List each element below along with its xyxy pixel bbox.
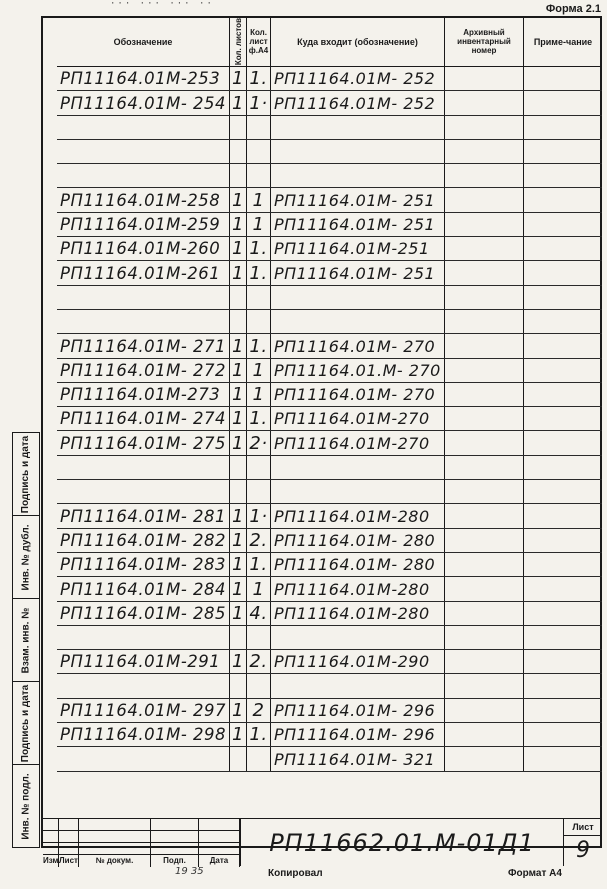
table-row	[57, 577, 602, 601]
designation-cell	[57, 747, 230, 770]
archive-cell	[445, 359, 524, 382]
note-cell	[524, 334, 602, 357]
archive-cell	[445, 140, 524, 163]
label-change: Изм	[43, 856, 59, 865]
designation-cell: РП11164.01М- 297	[57, 699, 230, 722]
where-used-cell	[271, 286, 445, 309]
designation-cell	[57, 626, 230, 649]
archive-cell	[445, 334, 524, 357]
note-cell	[524, 261, 602, 284]
a4-count-cell: 1·	[247, 91, 271, 114]
sheet-count-cell: 1	[230, 334, 247, 357]
side-cell	[13, 599, 39, 682]
a4-count-cell: 1.	[247, 261, 271, 284]
header-where-used: Куда входит (обозначение)	[271, 17, 445, 66]
where-used-cell	[271, 164, 445, 187]
a4-count-cell	[247, 480, 271, 503]
note-cell	[524, 602, 602, 625]
a4-count-cell	[247, 626, 271, 649]
designation-cell	[57, 140, 230, 163]
a4-count-cell: 1	[247, 577, 271, 600]
where-used-cell: РП11164.01М- 296	[271, 723, 445, 746]
note-cell	[524, 577, 602, 600]
a4-count-cell: 2.	[247, 650, 271, 673]
a4-count-cell: 2	[247, 699, 271, 722]
sheet-count-cell: 1	[230, 237, 247, 260]
document-designation: РП11662.01.М-01Д1	[240, 818, 563, 866]
note-cell	[524, 188, 602, 211]
a4-count-cell: 2.	[247, 529, 271, 552]
a4-count-cell: 1	[247, 383, 271, 406]
a4-count-cell: 1.	[247, 67, 271, 90]
designation-cell	[57, 310, 230, 333]
archive-cell	[445, 577, 524, 600]
designation-cell: РП11164.01М- 254	[57, 91, 230, 114]
designation-cell: РП11164.01М-291	[57, 650, 230, 673]
side-stamp	[12, 432, 40, 848]
designation-cell: РП11164.01М- 298	[57, 723, 230, 746]
designation-cell	[57, 286, 230, 309]
a4-count-cell	[247, 140, 271, 163]
note-cell	[524, 529, 602, 552]
sheet-count-cell: 1	[230, 504, 247, 527]
side-label: Подпись и дата	[20, 684, 32, 762]
table-row	[57, 286, 602, 310]
table-row	[57, 188, 602, 212]
where-used-cell: РП11164.01М-270	[271, 407, 445, 430]
table-row	[57, 310, 602, 334]
sheet-box	[563, 818, 602, 866]
archive-cell	[445, 188, 524, 211]
designation-cell: РП11164.01М-253	[57, 67, 230, 90]
label-signature: Подп.	[151, 855, 199, 867]
archive-cell	[445, 626, 524, 649]
archive-cell	[445, 213, 524, 236]
sheet-count-cell	[230, 286, 247, 309]
designation-cell: РП11164.01М- 274	[57, 407, 230, 430]
header-note: Приме-чание	[533, 36, 593, 47]
sheet-count-cell: 1	[230, 407, 247, 430]
where-used-cell: РП11164.01М- 251	[271, 261, 445, 284]
archive-cell	[445, 456, 524, 479]
sheet-count-cell: 1	[230, 67, 247, 90]
where-used-cell	[271, 626, 445, 649]
a4-count-cell: 1.	[247, 407, 271, 430]
header-designation: Обозначение	[57, 17, 230, 66]
designation-cell	[57, 164, 230, 187]
a4-count-cell: 1.	[247, 553, 271, 576]
table-row	[57, 456, 602, 480]
table-row	[57, 334, 602, 358]
table-row	[57, 602, 602, 626]
side-cell	[13, 516, 39, 599]
archive-cell	[445, 407, 524, 430]
table-row	[57, 91, 602, 115]
note-cell	[524, 383, 602, 406]
where-used-cell: РП11164.01М-280	[271, 577, 445, 600]
table-row	[57, 237, 602, 261]
table-row	[57, 723, 602, 747]
table-row	[57, 140, 602, 164]
note-cell	[524, 359, 602, 382]
sheet-count-cell	[230, 747, 247, 770]
note-cell	[524, 116, 602, 139]
side-label: Взам. инв. №	[20, 607, 32, 673]
note-cell	[524, 213, 602, 236]
sheet-count-cell	[230, 626, 247, 649]
table-row	[57, 164, 602, 188]
note-cell	[524, 747, 602, 770]
header-archive: Архивный инвентарный номер	[445, 17, 524, 66]
note-cell	[524, 431, 602, 454]
side-label: Инв. № дубл.	[20, 524, 32, 590]
revision-row	[43, 843, 240, 855]
table-row	[57, 116, 602, 140]
where-used-cell: РП11164.01М- 251	[271, 213, 445, 236]
where-used-cell: РП11164.01М-290	[271, 650, 445, 673]
table-row	[57, 480, 602, 504]
where-used-cell: РП11164.01М- 296	[271, 699, 445, 722]
archive-cell	[445, 237, 524, 260]
designation-cell	[57, 456, 230, 479]
a4-count-cell: 1	[247, 188, 271, 211]
revision-row	[43, 831, 240, 843]
sheet-count-cell	[230, 116, 247, 139]
archive-cell	[445, 602, 524, 625]
where-used-cell: РП11164.01М- 270	[271, 334, 445, 357]
archive-cell	[445, 383, 524, 406]
table-row	[57, 747, 602, 771]
sheet-count-cell: 1	[230, 699, 247, 722]
archive-cell	[445, 286, 524, 309]
designation-cell: РП11164.01М-259	[57, 213, 230, 236]
archive-cell	[445, 431, 524, 454]
archive-cell	[445, 67, 524, 90]
note-cell	[524, 310, 602, 333]
where-used-cell: РП11164.01М- 251	[271, 188, 445, 211]
where-used-cell: РП11164.01М- 280	[271, 529, 445, 552]
side-cell	[13, 682, 39, 765]
archive-cell	[445, 529, 524, 552]
table-row	[57, 674, 602, 698]
archive-cell	[445, 91, 524, 114]
header-sheets	[230, 17, 247, 66]
archive-cell	[445, 747, 524, 770]
designation-cell	[57, 116, 230, 139]
sheet-count-cell: 1	[230, 431, 247, 454]
header-sheets-a4: Кол. лист ф.А4	[247, 17, 271, 66]
where-used-cell: РП11164.01М-251	[271, 237, 445, 260]
where-used-cell	[271, 480, 445, 503]
copied-label: Копировал	[268, 868, 323, 879]
designation-cell: РП11164.01М-273	[57, 383, 230, 406]
designation-cell: РП11164.01М-261	[57, 261, 230, 284]
where-used-cell	[271, 140, 445, 163]
table-row	[57, 383, 602, 407]
sheet-count-cell: 1	[230, 188, 247, 211]
where-used-cell: РП11164.01М- 280	[271, 553, 445, 576]
where-used-cell: РП11164.01.М- 270	[271, 359, 445, 382]
top-scribble: ··· ··· ··· ··	[110, 0, 214, 8]
a4-count-cell	[247, 164, 271, 187]
note-cell	[524, 553, 602, 576]
label-doc-number: № докум.	[79, 855, 151, 867]
where-used-cell: РП11164.01М- 321	[271, 747, 445, 770]
archive-cell	[445, 504, 524, 527]
sheet-count-cell	[230, 674, 247, 697]
where-used-cell	[271, 116, 445, 139]
note-cell	[524, 67, 602, 90]
sheet-count-cell	[230, 140, 247, 163]
note-cell	[524, 286, 602, 309]
designation-cell: РП11164.01М- 282	[57, 529, 230, 552]
note-cell	[524, 650, 602, 673]
a4-count-cell: 1.	[247, 237, 271, 260]
sheet-label: Лист	[564, 819, 602, 836]
table-row	[57, 213, 602, 237]
sheet-count-cell	[230, 164, 247, 187]
archive-cell	[445, 723, 524, 746]
designation-cell: РП11164.01М- 283	[57, 553, 230, 576]
sheet-count-cell	[230, 456, 247, 479]
note-cell	[524, 164, 602, 187]
where-used-cell: РП11164.01М- 270	[271, 383, 445, 406]
title-block-grid	[43, 818, 240, 866]
note-cell	[524, 504, 602, 527]
a4-count-cell: 1.	[247, 334, 271, 357]
table-row	[57, 650, 602, 674]
a4-count-cell	[247, 747, 271, 770]
a4-count-cell: 1	[247, 359, 271, 382]
where-used-cell: РП11164.01М-280	[271, 504, 445, 527]
note-cell	[524, 723, 602, 746]
sheet-count-cell: 1	[230, 602, 247, 625]
archive-cell	[445, 553, 524, 576]
a4-count-cell	[247, 310, 271, 333]
side-label: Инв. № подл.	[20, 772, 32, 840]
designation-cell: РП11164.01М- 275	[57, 431, 230, 454]
designation-cell: РП11164.01М- 272	[57, 359, 230, 382]
table-row	[57, 359, 602, 383]
a4-count-cell: 4.	[247, 602, 271, 625]
side-label: Подпись и дата	[20, 435, 32, 513]
designation-cell: РП11164.01М-260	[57, 237, 230, 260]
side-cell	[13, 433, 39, 516]
note-cell	[524, 91, 602, 114]
note-cell	[524, 140, 602, 163]
table-body	[57, 67, 602, 772]
where-used-cell	[271, 456, 445, 479]
sheet-count-cell: 1	[230, 650, 247, 673]
sheet-count-cell: 1	[230, 91, 247, 114]
sheet-count-cell: 1	[230, 553, 247, 576]
sheet-count-cell: 1	[230, 723, 247, 746]
note-cell	[524, 480, 602, 503]
table-row	[57, 261, 602, 285]
designation-cell	[57, 480, 230, 503]
format-label: Формат А4	[508, 868, 562, 879]
a4-count-cell: 1	[247, 213, 271, 236]
side-cell	[13, 765, 39, 847]
form-label: Форма 2.1	[545, 3, 601, 15]
table-row	[57, 431, 602, 455]
title-block-labels	[43, 855, 240, 867]
note-cell	[524, 456, 602, 479]
table-header	[57, 17, 602, 67]
note-cell	[524, 626, 602, 649]
a4-count-cell	[247, 116, 271, 139]
sheet-number: 9	[576, 838, 590, 863]
note-cell	[524, 674, 602, 697]
a4-count-cell	[247, 456, 271, 479]
bottom-note: 19 35	[175, 866, 204, 877]
designation-cell: РП11164.01М-258	[57, 188, 230, 211]
table-row	[57, 67, 602, 91]
sheet-count-cell: 1	[230, 577, 247, 600]
sheet-count-cell: 1	[230, 383, 247, 406]
sheet-count-cell: 1	[230, 213, 247, 236]
archive-cell	[445, 261, 524, 284]
where-used-cell: РП11164.01М- 252	[271, 67, 445, 90]
where-used-cell	[271, 674, 445, 697]
note-cell	[524, 699, 602, 722]
revision-grid	[43, 819, 240, 855]
label-sheet: Лист	[59, 856, 78, 865]
table-row	[57, 504, 602, 528]
note-cell	[524, 237, 602, 260]
designation-cell: РП11164.01М- 271	[57, 334, 230, 357]
a4-count-cell	[247, 286, 271, 309]
sheet-count-cell	[230, 480, 247, 503]
where-used-cell: РП11164.01М-270	[271, 431, 445, 454]
archive-cell	[445, 164, 524, 187]
a4-count-cell: 1.	[247, 723, 271, 746]
note-cell	[524, 407, 602, 430]
revision-row	[43, 819, 240, 831]
a4-count-cell: 2·	[247, 431, 271, 454]
designation-cell	[57, 674, 230, 697]
table-row	[57, 553, 602, 577]
archive-cell	[445, 116, 524, 139]
table-row	[57, 699, 602, 723]
designation-cell: РП11164.01М- 284	[57, 577, 230, 600]
where-used-cell: РП11164.01М-280	[271, 602, 445, 625]
sheet-count-cell: 1	[230, 261, 247, 284]
table-row	[57, 529, 602, 553]
archive-cell	[445, 674, 524, 697]
archive-cell	[445, 310, 524, 333]
sheet-count-cell: 1	[230, 359, 247, 382]
a4-count-cell	[247, 674, 271, 697]
designation-cell: РП11164.01М- 281	[57, 504, 230, 527]
where-used-cell	[271, 310, 445, 333]
where-used-cell: РП11164.01М- 252	[271, 91, 445, 114]
archive-cell	[445, 650, 524, 673]
table-row	[57, 407, 602, 431]
table-row	[57, 626, 602, 650]
header-sheets-text: Кол. листов	[233, 17, 243, 66]
archive-cell	[445, 699, 524, 722]
archive-cell	[445, 480, 524, 503]
sheet-count-cell: 1	[230, 529, 247, 552]
sheet-count-cell	[230, 310, 247, 333]
a4-count-cell: 1·	[247, 504, 271, 527]
designation-cell: РП11164.01М- 285	[57, 602, 230, 625]
label-date: Дата	[199, 855, 240, 867]
